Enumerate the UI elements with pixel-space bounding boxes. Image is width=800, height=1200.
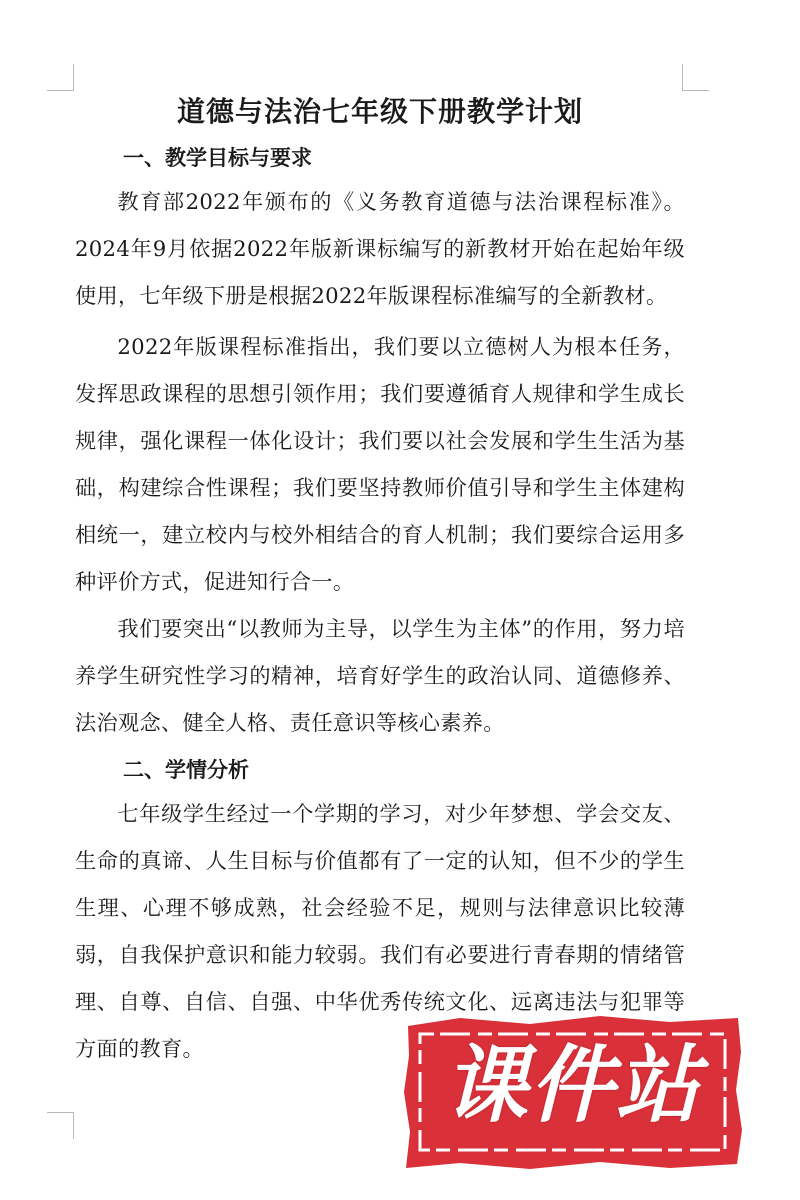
crop-mark-bottom-left [47, 1112, 74, 1139]
paragraph-objectives-3: 我们要突出“以教师为主导，以学生为主体”的作用，努力培养学生研究性学习的精神，培育好学生的政治认同、道德修养、法治观念、健全人格、责任意识等核心素养。 [75, 616, 685, 735]
section-heading-student-analysis: 二、学情分析 [123, 757, 249, 782]
watermark-text: 课件站 [443, 1036, 702, 1134]
section-heading-objectives: 一、教学目标与要求 [123, 145, 312, 170]
crop-mark-top-left [47, 64, 74, 91]
paragraph-objectives-1: 教育部2022年颁布的《义务教育道德与法治课程标准》。2024年9月依据2022年版新课标编写的新教材开始在起始年级使用，七年级下册是根据2022年版课程标准编写的全新教材。 [75, 189, 685, 308]
document-title: 道德与法治七年级下册教学计划 [176, 95, 583, 128]
document-page [75, 92, 685, 1072]
paragraph-objectives-2: 2022年版课程标准指出，我们要以立德树人为根本任务，发挥思政课程的思想引领作用；我们要遵循育人规律和学生成长规律，强化课程一体化设计；我们要以社会发展和学生生活为基础，构建综合性课程；我们要坚持教师价值引导和学生主体建构相统一，建立校内与校外相结合的育人机制；我们要综合运用多种评价方式，促进知行合一。 [75, 334, 685, 594]
paragraph-student-analysis-1: 七年级学生经过一个学期的学习，对少年梦想、学会交友、生命的真谛、人生目标与价值都有了一定的认知，但不少的学生生理、心理不够成熟，社会经验不足，规则与法律意识比较薄弱，自我保护意识和能力较弱。我们有必要进行青春期的情绪管理、自尊、自信、自强、中华优秀传统文化、远离违法与犯罪等方面的教育。 [75, 801, 685, 1061]
watermark-stamp [400, 1012, 745, 1172]
crop-mark-top-right [682, 64, 709, 91]
